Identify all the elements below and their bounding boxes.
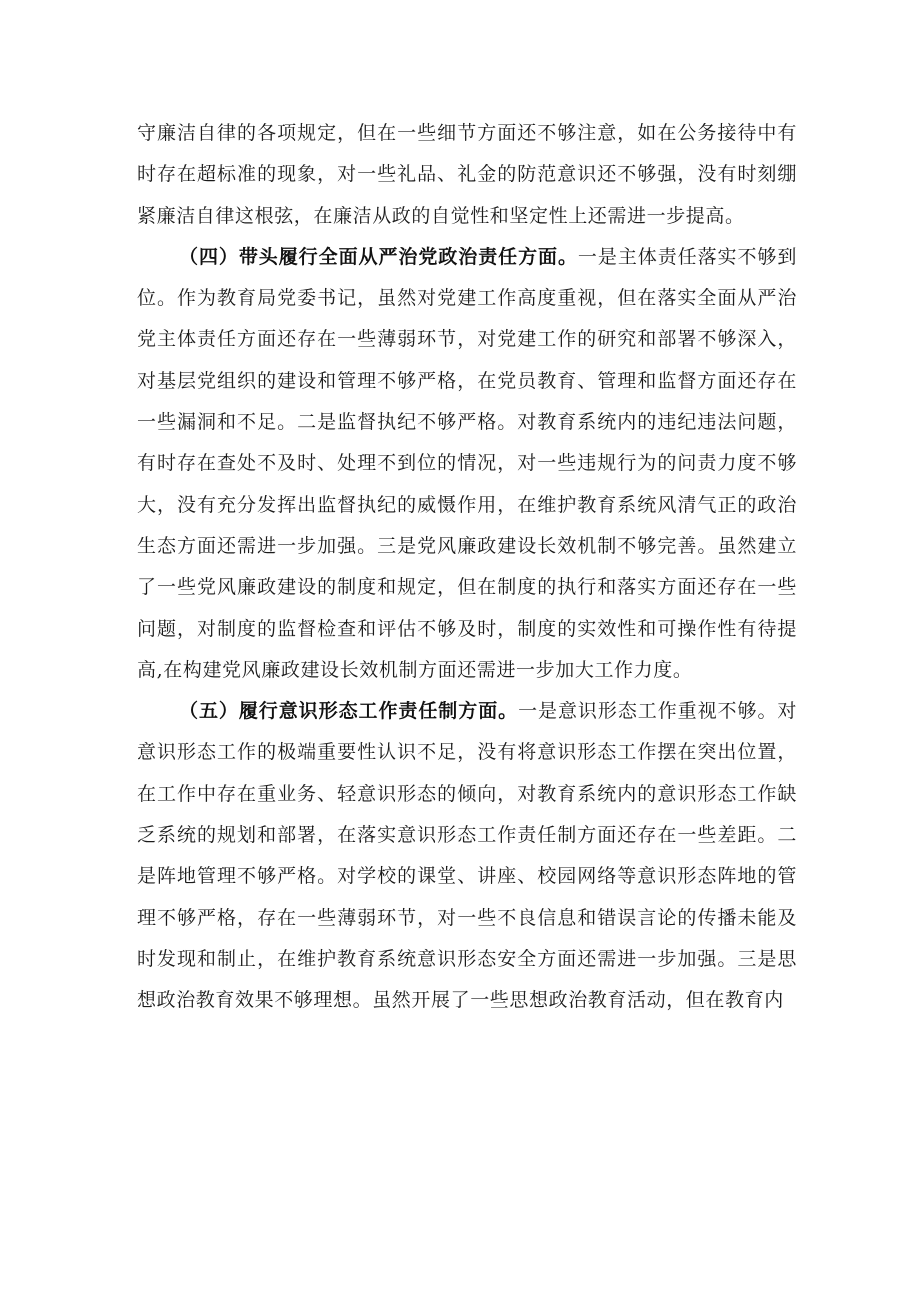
paragraph-continuation — [137, 113, 797, 237]
paragraph-section-five — [137, 691, 797, 1021]
paragraph-text: 一是主体责任落实不够到位。作为教育局党委书记，虽然对党建工作高度重视，但在落实全面从严治党主体责任方面还存在一些薄弱环节，对党建工作的研究和部署不够深入，对基层党组织的建设和管理不够严格，在党员教育、管理和监督方面还存在一些漏洞和不足。二是监督执纪不够严格。对教育系统内的违纪违法问题，有时存在查处不及时、处理不到位的情况，对一些违规行为的问责力度不够大，没有充分发挥出监督执纪的威慑作用，在维护教育系统风清气正的政治生态方面还需进一步加强。三是党风廉政建设长效机制不够完善。虽然建立了一些党风廉政建设的制度和规定，但在制度的执行和落实方面还存在一些问题，对制度的监督检查和评估不够及时，制度的实效性和可操作性有待提高,在构建党风廉政建设长效机制方面还需进一步加大工作力度。 — [137, 245, 797, 681]
paragraph-text: 一是意识形态工作重视不够。对意识形态工作的极端重要性认识不足，没有将意识形态工作摆在突出位置，在工作中存在重业务、轻意识形态的倾向，对教育系统内的意识形态工作缺乏系统的规划和部署，在落实意识形态工作责任制方面还存在一些差距。二是阵地管理不够严格。对学校的课堂、讲座、校园网络等意识形态阵地的管理不够严格，存在一些薄弱环节，对一些不良信息和错误言论的传播未能及时发现和制止，在维护教育系统意识形态安全方面还需进一步加强。三是思想政治教育效果不够理想。虽然开展了一些思想政治教育活动，但在教育内 — [137, 700, 797, 1012]
section-heading-four: （四）带头履行全面从严治党政治责任方面。 — [179, 245, 578, 268]
document-body — [137, 113, 797, 1022]
paragraph-section-four — [137, 237, 797, 691]
paragraph-text: 守廉洁自律的各项规定，但在一些细节方面还不够注意，如在公务接待中有时存在超标准的现象，对一些礼品、礼金的防范意识还不够强，没有时刻绷紧廉洁自律这根弦，在廉洁从政的自觉性和坚定性上还需进一步提高。 — [137, 122, 797, 227]
section-heading-five: （五）履行意识形态工作责任制方面。 — [179, 700, 519, 723]
